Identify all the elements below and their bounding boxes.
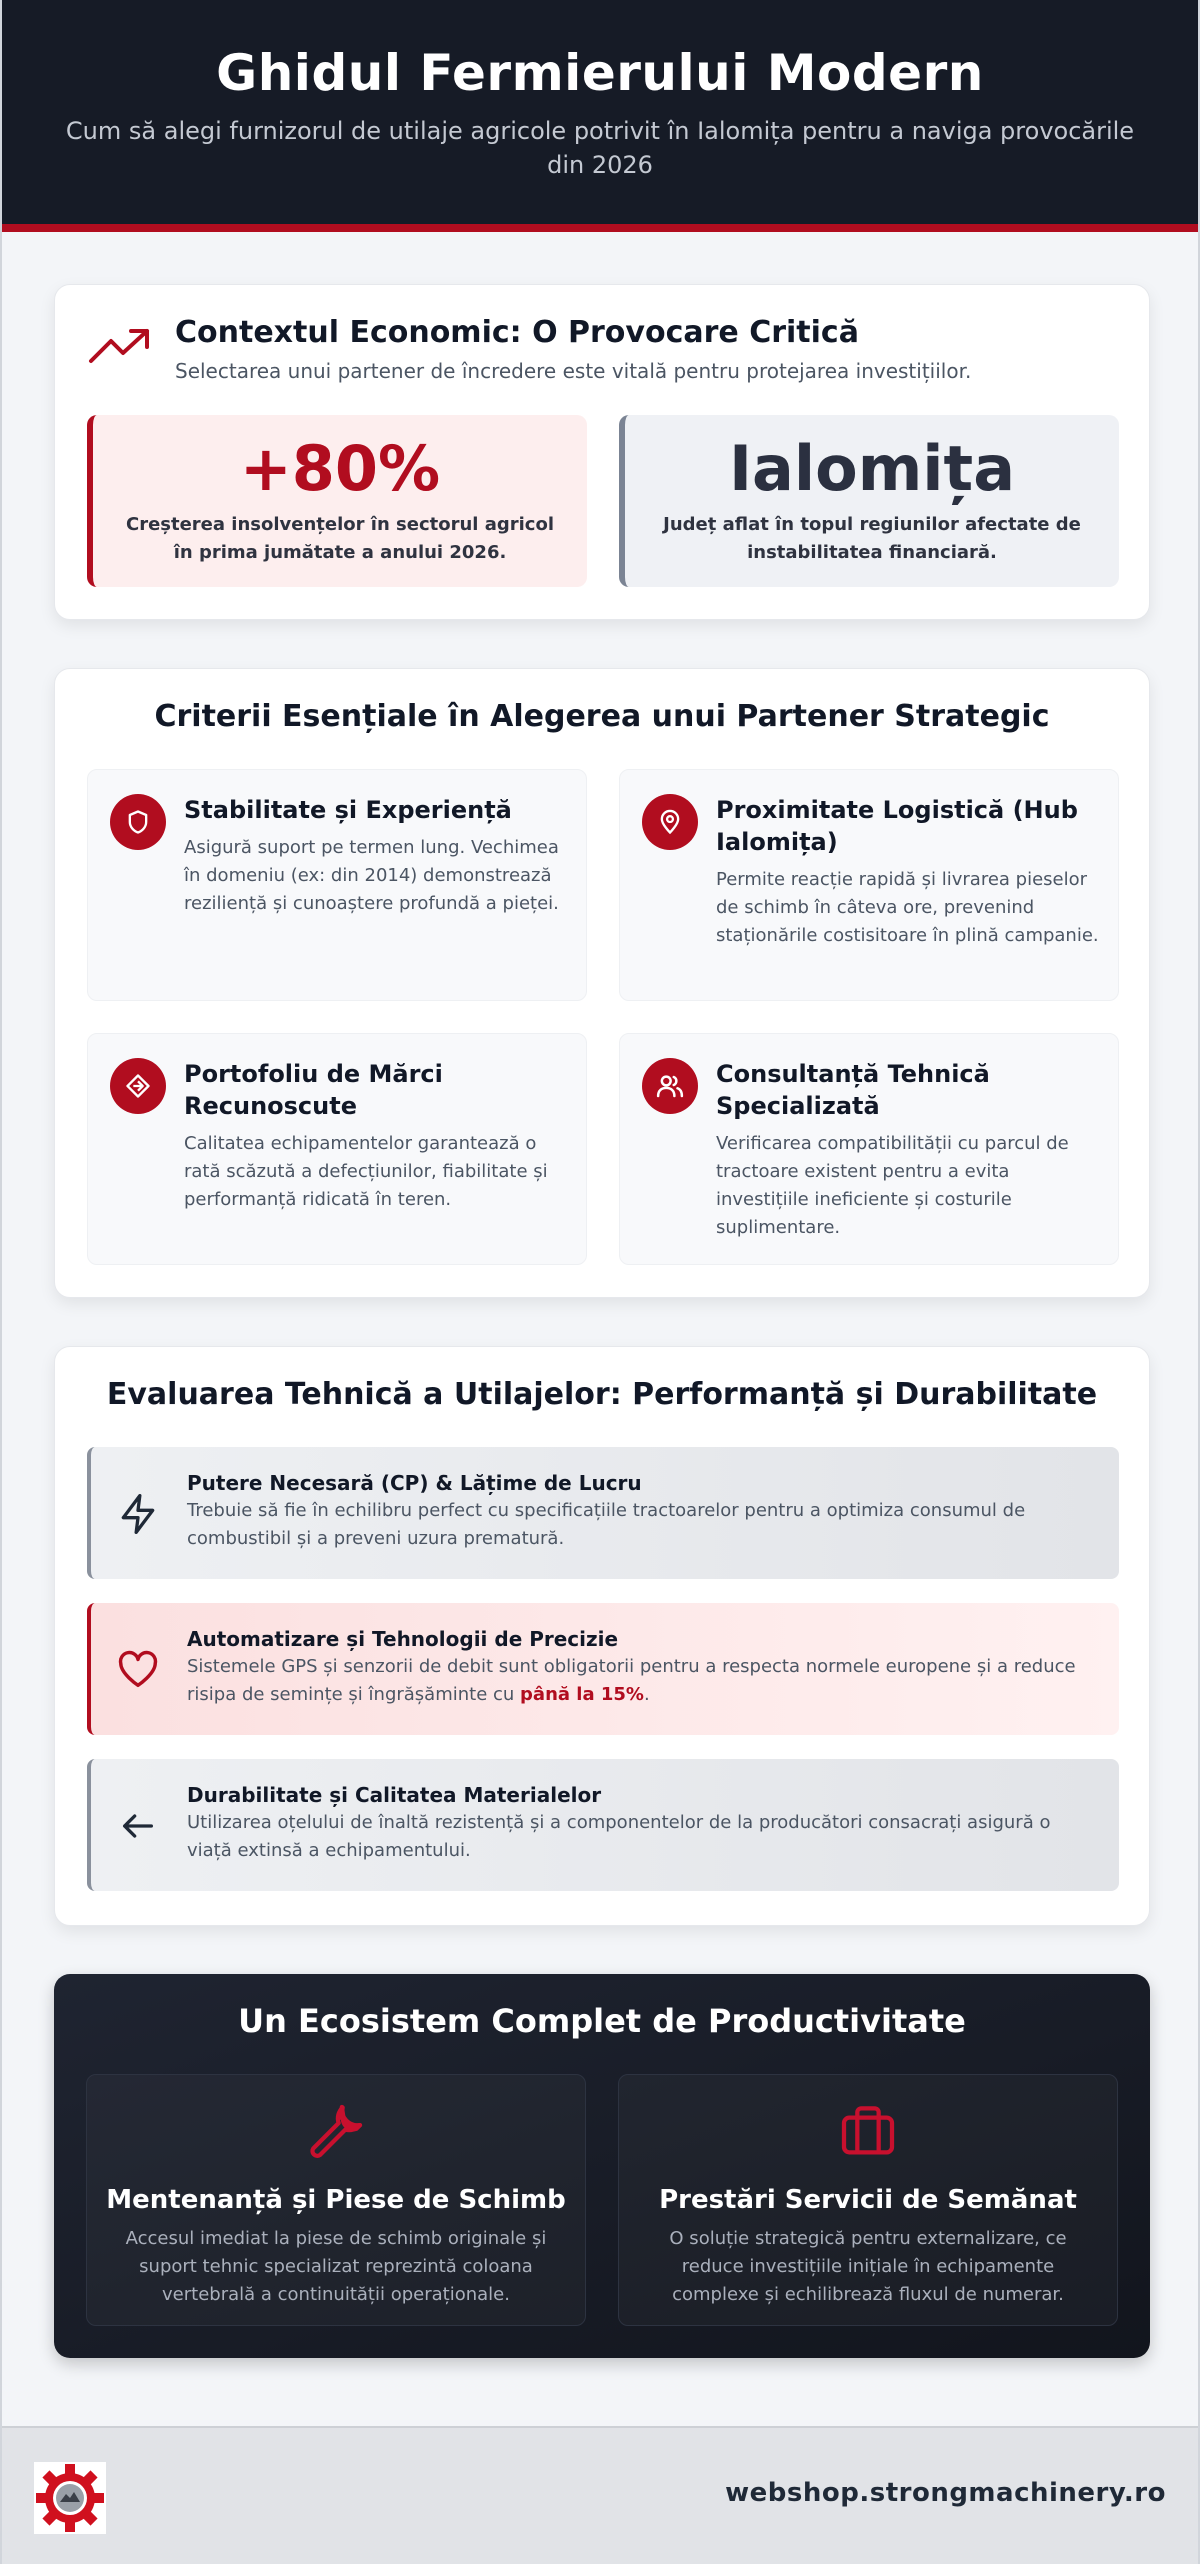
evaluation-text-part: Sistemele GPS și senzorii de debit sunt obligatorii pentru a respecta normele europene și a reduce risipa de semințe și îngrășăminte cu — [187, 1656, 1076, 1705]
criteria-item-text: Calitatea echipamentelor garantează o rată scăzută a defecțiunilor, fiabilitate și performanță ridicată în teren. — [184, 1133, 548, 1210]
briefcase-icon — [836, 2099, 900, 2163]
shield-icon — [110, 794, 166, 850]
ecosystem-card — [54, 1974, 1150, 2358]
footer — [2, 2426, 1198, 2564]
criteria-item-text: Verificarea compatibilității cu parcul de tractoare existent pentru a evita investițiile ineficiente și costurile suplimentare. — [716, 1133, 1069, 1238]
stat-label: Creșterea insolvențelor în sectorul agricol în prima jumătate a anului 2026. — [125, 514, 555, 563]
map-pin-icon — [642, 794, 698, 850]
ecosystem-item-title: Prestări Servicii de Semănat — [659, 2185, 1077, 2215]
page-subtitle: Cum să alegi furnizorul de utilaje agricole potrivit în Ialomița pentru a naviga provocările din 2026 — [65, 117, 1135, 179]
stat-value: +80% — [239, 432, 441, 505]
economic-context-card — [54, 284, 1150, 620]
lightning-icon — [113, 1489, 163, 1539]
criteria-card — [54, 668, 1150, 1298]
evaluation-item-title: Automatizare și Tehnologii de Precizie — [187, 1627, 619, 1651]
evaluation-item — [87, 1759, 1119, 1891]
criteria-item-title: Proximitate Logistică (Hub Ialomița) — [716, 796, 1078, 856]
trending-up-icon — [87, 325, 153, 369]
technical-evaluation-card — [54, 1346, 1150, 1926]
criteria-item-text: Asigură suport pe termen lung. Vechimea în domeniu (ex: din 2014) demonstrează reziliență și cunoaștere profundă a pieței. — [184, 837, 559, 914]
users-icon — [642, 1058, 698, 1114]
ecosystem-item — [618, 2074, 1118, 2326]
criteria-item — [87, 1033, 587, 1265]
evaluation-item — [87, 1603, 1119, 1735]
evaluation-item-text — [187, 1653, 1087, 1709]
ecosystem-item-text: Accesul imediat la piese de schimb originale și suport tehnic specializat reprezintă coloana vertebrală a continuității operaționale. — [125, 2228, 547, 2305]
context-title: Contextul Economic: O Provocare Critică — [175, 315, 859, 350]
evaluation-highlight: până la 15% — [520, 1684, 644, 1705]
evaluation-item-text: Utilizarea oțelului de înaltă rezistență și a componentelor de la producători consacrați asigură o viață extinsă a echipamentului. — [187, 1812, 1051, 1861]
evaluation-item-title: Durabilitate și Calitatea Materialelor — [187, 1783, 602, 1807]
evaluation-item-text: Trebuie să fie în echilibru perfect cu specificațiile tractoarelor pentru a optimiza consumul de combustibil și a preveni uzura prematură. — [187, 1500, 1026, 1549]
footer-website-link[interactable]: webshop.strongmachinery.ro — [725, 2478, 1166, 2508]
stat-label: Județ aflat în topul regiunilor afectate de instabilitatea financiară. — [663, 514, 1081, 563]
criteria-item-title: Stabilitate și Experiență — [184, 796, 512, 824]
gear-logo-icon[interactable] — [34, 2462, 106, 2534]
criteria-item — [87, 769, 587, 1001]
criteria-item-title: Portofoliu de Mărci Recunoscute — [184, 1060, 443, 1120]
criteria-item — [619, 1033, 1119, 1265]
tag-icon — [110, 1058, 166, 1114]
context-subtitle: Selectarea unui partener de încredere este vitală pentru protejarea investițiilor. — [175, 359, 972, 383]
arrow-left-icon — [113, 1801, 163, 1851]
wrench-icon — [304, 2099, 368, 2163]
criteria-title: Criterii Esențiale în Alegerea unui Partener Strategic — [154, 699, 1050, 734]
stat-region — [619, 415, 1119, 587]
ecosystem-item-title: Mentenanță și Piese de Schimb — [106, 2185, 566, 2215]
criteria-item-text: Permite reacție rapidă și livrarea pieselor de schimb în câteva ore, prevenind staționările costisitoare în plină campanie. — [716, 869, 1099, 946]
criteria-item-title: Consultanță Tehnică Specializată — [716, 1060, 990, 1120]
evaluation-title: Evaluarea Tehnică a Utilajelor: Performanță și Durabilitate — [106, 1377, 1098, 1412]
hero-header — [2, 0, 1198, 232]
stat-insolvency — [87, 415, 587, 587]
ecosystem-item-text: O soluție strategică pentru externalizare, ce reduce investițiile inițiale în echipamente complexe și echilibrează fluxul de numerar. — [669, 2228, 1067, 2305]
heart-icon — [113, 1645, 163, 1695]
page-title: Ghidul Fermierului Modern — [216, 44, 984, 102]
stat-value: Ialomița — [728, 432, 1016, 505]
ecosystem-item — [86, 2074, 586, 2326]
ecosystem-title: Un Ecosistem Complet de Productivitate — [238, 2002, 966, 2040]
evaluation-item-title: Putere Necesară (CP) & Lățime de Lucru — [187, 1471, 642, 1495]
evaluation-text-part: . — [643, 1684, 650, 1705]
evaluation-item — [87, 1447, 1119, 1579]
criteria-item — [619, 769, 1119, 1001]
